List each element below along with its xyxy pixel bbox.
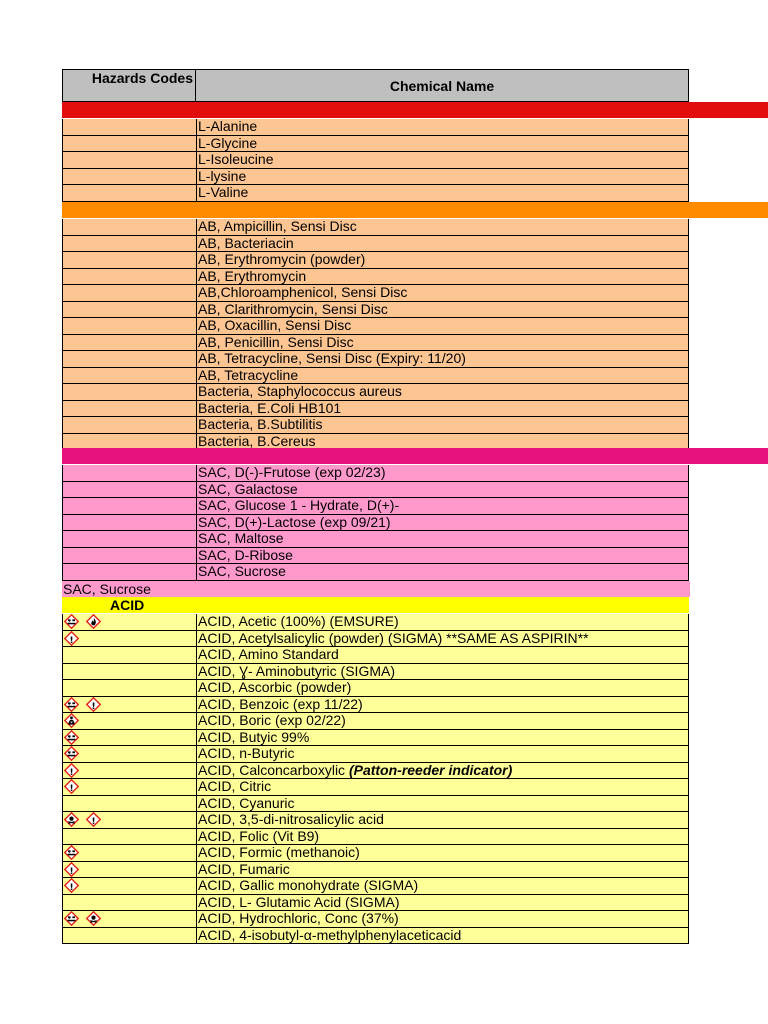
table-row [62,647,689,664]
table-row [62,185,689,202]
exclamation-icon [86,697,101,712]
hazard-codes-cell [62,384,196,401]
chemical-name-text: ACID, Amino Standard [198,646,339,662]
chemical-name-text: AB, Ampicillin, Sensi Disc [198,218,357,234]
chemical-name-text: Bacteria, B.Cereus [198,432,316,449]
chemical-name-cell [196,845,689,862]
table-row [62,252,689,269]
hazard-codes-cell [62,614,196,631]
table-row [62,417,689,434]
svg-text:!: ! [91,816,96,827]
hazard-codes-cell [62,895,196,912]
table-row [62,368,689,385]
chemical-name-cell [196,318,689,335]
hazard-codes-cell [62,252,196,269]
chemical-name-text: ACID, 3,5-di-nitrosalicylic acid [198,811,384,827]
chemical-name-text: ACID, Gallic monohydrate (SIGMA) [198,877,419,893]
hazard-codes-cell [62,911,196,928]
table-row [62,713,689,730]
corrosive-icon [64,614,79,629]
chemical-name-cell [196,531,689,548]
hazard-codes-cell [62,713,196,730]
chemical-name-cell [196,401,689,418]
chemical-name-text: AB, Penicillin, Sensi Disc [198,333,354,350]
hazard-codes-cell [62,515,196,532]
hazard-codes-cell [62,680,196,697]
chemical-name-text: ACID, Hydrochloric, Conc (37%) [198,910,399,926]
table-row [62,152,689,169]
chemical-name-cell [196,335,689,352]
chemical-note-text: (Patton-reeder indicator) [348,761,513,778]
exclamation-icon [64,763,79,778]
chemical-name-cell [196,185,689,202]
chemical-name-cell [196,515,689,532]
chemical-name-text: ACID, Cyanuric [198,794,295,811]
table-row [62,829,689,846]
table-row [62,269,689,286]
chemical-name-text: SAC, Glucose 1 - Hydrate, D(+)- [198,497,400,513]
chemical-name-text: AB, Tetracycline, Sensi Disc (Expiry: 11/20) [198,350,466,366]
chemical-name-text: L-lysine [198,167,247,184]
chemical-name-cell [196,236,689,253]
chemical-name-cell [196,746,689,763]
chemical-name-cell [196,829,689,846]
chemical-name-cell [196,647,689,664]
hazard-codes-cell [62,878,196,895]
hazard-codes-cell [62,812,196,829]
chemical-name-cell [196,384,689,401]
corrosive-icon [64,697,79,712]
hazard-codes-cell [62,169,196,186]
hazard-codes-cell [62,417,196,434]
chemical-name-text: SAC, D-Ribose [198,546,293,563]
table-row [62,812,689,829]
chemical-name-cell [196,614,689,631]
exclamation-icon [86,812,101,827]
table-row [62,664,689,681]
chemical-name-text: AB, Oxacillin, Sensi Disc [198,317,352,333]
chemical-name-text: SAC, Maltose [198,530,284,546]
table-row [62,119,689,136]
table-row [62,928,689,945]
chemical-name-cell [196,928,689,945]
exclamation-icon [64,779,79,794]
chemical-name-cell [196,498,689,515]
hazard-codes-cell [62,548,196,565]
table-row [62,219,689,236]
table-row [62,730,689,747]
table-row [62,779,689,796]
chemical-name-cell [196,119,689,136]
table-row [62,498,689,515]
table-row [62,136,689,153]
table-row [62,465,689,482]
hazard-codes-cell [62,730,196,747]
table-row [62,169,689,186]
hazard-codes-cell [62,779,196,796]
chemical-name-text: L-Glycine [198,134,258,151]
hazard-codes-cell [62,631,196,648]
chemical-name-text: L-Isoleucine [198,151,274,167]
hazard-codes-cell [62,564,196,581]
chemical-name-text: AB, Tetracycline [198,366,299,383]
hazard-codes-cell [62,335,196,352]
table-row [62,895,689,912]
loose-sucrose-row: SAC, Sucrose [62,581,690,598]
chemical-name-cell [196,763,689,780]
chemical-name-text: L-Valine [198,184,249,200]
hazard-codes-cell [62,498,196,515]
exclamation-icon [64,862,79,877]
table-row [62,531,689,548]
hazard-codes-cell [62,351,196,368]
chemical-name-cell [196,911,689,928]
hazard-codes-cell [62,119,196,136]
hazard-codes-cell [62,647,196,664]
chemical-name-text: AB, Erythromycin (powder) [198,251,366,267]
table-row [62,515,689,532]
acid-category-band [62,597,689,613]
table-row [62,631,689,648]
chemical-name-text: ACID, Calconcarboxylic [198,761,349,778]
svg-text:!: ! [69,866,74,877]
toxic-icon [86,911,101,926]
chemical-name-cell [196,878,689,895]
svg-text:!: ! [69,767,74,778]
chemical-name-cell [196,812,689,829]
chemical-name-text: ACID, Acetic (100%) (EMSURE) [198,613,399,629]
chemical-name-cell [196,152,689,169]
chemical-name-text: ACID, Folic (Vit B9) [198,827,320,844]
hazard-codes-cell [62,269,196,286]
table-row [62,401,689,418]
table-row [62,862,689,879]
chemical-name-text: ACID, n-Butyric [198,745,295,761]
hazard-codes-cell [62,465,196,482]
hazard-codes-cell [62,236,196,253]
hazard-codes-cell [62,845,196,862]
chemical-name-text: SAC, D(-)-Frutose (exp 02/23) [198,464,386,480]
chemical-name-cell [196,895,689,912]
table-row [62,384,689,401]
chemical-name-text: SAC, Sucrose [198,563,286,579]
table-row [62,697,689,714]
hazard-codes-cell [62,746,196,763]
table-row [62,746,689,763]
chemical-name-text: Bacteria, B.Subtilitis [198,416,323,432]
hazard-codes-cell [62,136,196,153]
chemical-name-cell [196,680,689,697]
chemical-name-cell [196,713,689,730]
table-row [62,482,689,499]
chemical-name-cell [196,796,689,813]
table-row [62,335,689,352]
table-row [62,285,689,302]
chemical-name-text: ACID, Acetylsalicylic (powder) (SIGMA) **SAME AS ASPIRIN** [198,629,589,646]
chemical-name-text: AB, Clarithromycin, Sensi Disc [198,300,388,317]
antibiotics-category-band [62,202,768,218]
saccharides-category-band [62,448,768,464]
table-row [62,318,689,335]
hazard-codes-cell [62,302,196,319]
chemical-name-cell [196,465,689,482]
chemical-name-cell [196,417,689,434]
chemical-name-cell [196,285,689,302]
chemical-name-cell [196,252,689,269]
hazard-codes-cell [62,185,196,202]
hazard-codes-cell [62,482,196,499]
table-row [62,614,689,631]
table-row [62,911,689,928]
hazard-codes-cell [62,664,196,681]
flame-icon [86,614,101,629]
corrosive-icon [64,845,79,860]
table-row [62,548,689,565]
table-row [62,302,689,319]
chemical-name-text: ACID, Fumaric [198,860,290,877]
chemical-name-text: ACID, L- Glutamic Acid (SIGMA) [198,893,400,910]
svg-text:!: ! [91,701,96,712]
amino-acids-category-band [62,102,768,118]
chemical-name-text: AB, Erythromycin [198,267,307,284]
chemical-name-text: SAC, Galactose [198,480,298,497]
chemical-name-cell [196,368,689,385]
chemical-name-cell [196,631,689,648]
corrosive-icon [64,730,79,745]
hazard-codes-cell [62,862,196,879]
svg-text:!: ! [69,635,74,646]
chemical-name-text: ACID, Ascorbic (powder) [198,679,352,695]
chemical-name-cell [196,219,689,236]
hazard-codes-cell [62,318,196,335]
table-row [62,878,689,895]
hazard-codes-cell [62,928,196,945]
hazard-codes-cell [62,401,196,418]
table-row [62,236,689,253]
chemical-name-text: ACID, Boric (exp 02/22) [198,712,346,728]
chemical-name-cell [196,564,689,581]
chemical-name-cell [196,730,689,747]
table-row [62,845,689,862]
hazard-codes-cell [62,829,196,846]
chemical-name-cell [196,482,689,499]
chemical-name-text: AB,Chloroamphenicol, Sensi Disc [198,284,408,300]
svg-text:!: ! [69,783,74,794]
svg-text:!: ! [69,882,74,893]
chemical-name-cell [196,548,689,565]
chemical-name-text: SAC, D(+)-Lactose (exp 09/21) [198,513,391,530]
chemical-name-text: L-Alanine [198,118,258,134]
health-hazard-icon [64,713,79,728]
chemical-name-text: ACID, Formic (methanoic) [198,844,360,860]
corrosive-icon [64,746,79,761]
chemical-name-text: ACID, 4-isobutyl-α-methylphenylaceticacid [198,926,462,943]
chemical-name-text: ACID, Citric [198,778,272,794]
chemical-name-text: ACID, Ɣ- Aminobutyric (SIGMA) [198,662,395,679]
corrosive-icon [64,911,79,926]
chemical-name-cell [196,169,689,186]
chemical-name-cell [196,697,689,714]
chemical-name-text: Bacteria, Staphylococcus aureus [198,383,402,399]
exclamation-icon [64,878,79,893]
chemical-name-cell [196,136,689,153]
hazard-codes-cell [62,531,196,548]
hazard-codes-cell [62,285,196,302]
hazard-codes-cell [62,152,196,169]
table-row [62,680,689,697]
chemical-name-cell [196,269,689,286]
chemical-name-text: ACID, Butyic 99% [198,728,310,745]
hazard-codes-cell [62,763,196,780]
chemical-name-cell [196,779,689,796]
table-row [62,796,689,813]
hazards-codes-header: Hazards Codes [62,69,196,102]
table-row [62,351,689,368]
table-row [62,763,689,780]
chemical-name-cell [196,351,689,368]
chemical-name-text: ACID, Benzoic (exp 11/22) [198,695,363,712]
hazard-codes-cell [62,697,196,714]
table-row [62,564,689,581]
exclamation-icon [64,631,79,646]
chemical-name-text: AB, Bacteriacin [198,234,294,251]
toxic-icon [64,812,79,827]
chemical-name-text: Bacteria, E.Coli HB101 [198,399,342,416]
hazard-codes-cell [62,368,196,385]
chemical-name-cell [196,862,689,879]
hazard-codes-cell [62,796,196,813]
hazard-codes-cell [62,219,196,236]
chemical-name-cell [196,664,689,681]
acid-category-label: ACID [110,597,145,613]
chemical-name-header: Chemical Name [196,69,689,102]
chemical-name-cell [196,302,689,319]
